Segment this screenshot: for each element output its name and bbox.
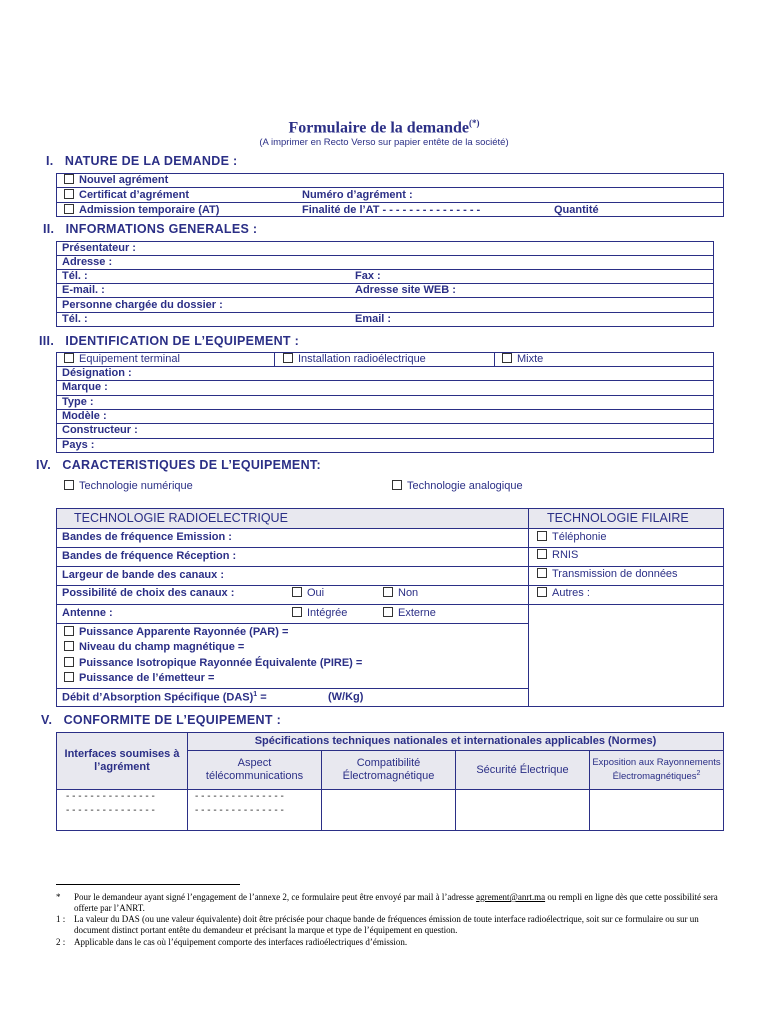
footnote-0-text-b: ou rempli en ligne dès que cette possibilité sera offerte par l’ANRT. bbox=[74, 892, 718, 913]
section-5-heading bbox=[41, 713, 281, 727]
field-email-2[interactable]: Email : bbox=[355, 313, 392, 325]
field-email[interactable]: E-mail. : bbox=[62, 284, 105, 296]
section-3-number: III. bbox=[39, 334, 55, 348]
option-externe[interactable] bbox=[383, 607, 436, 619]
label-quantite: Quantité bbox=[554, 204, 599, 216]
field-adresse[interactable]: Adresse : bbox=[62, 256, 113, 268]
section-2-number: II. bbox=[43, 222, 55, 236]
footnote-2: Applicable dans le cas où l’équipement comporte des interfaces radioélectriques d’émission. bbox=[74, 937, 408, 947]
checkbox-champ-magnetique[interactable] bbox=[64, 641, 74, 651]
option-telephonie[interactable] bbox=[537, 531, 606, 543]
checkbox-mixte[interactable] bbox=[502, 353, 512, 363]
dash-line-1a[interactable]: - - - - - - - - - - - - - - - bbox=[66, 791, 155, 802]
page-subtitle: (A imprimer en Recto Verso sur papier entête de la société) bbox=[259, 137, 509, 148]
header-aspect-telecom: Aspect télécommunications bbox=[205, 757, 304, 782]
option-rnis[interactable] bbox=[537, 549, 578, 561]
filaire-header: TECHNOLOGIE FILAIRE bbox=[547, 511, 689, 525]
label-nouvel-agrement: Nouvel agrément bbox=[79, 174, 169, 186]
field-fax[interactable]: Fax : bbox=[355, 270, 381, 282]
label-tech-analogique: Technologie analogique bbox=[407, 480, 523, 492]
option-equipement-terminal[interactable] bbox=[64, 353, 180, 365]
checkbox-pire[interactable] bbox=[64, 657, 74, 667]
section-4-heading bbox=[36, 458, 321, 472]
option-non[interactable] bbox=[383, 587, 418, 599]
label-pire: Puissance Isotropique Rayonnée Équivalente (PIRE) = bbox=[79, 657, 363, 669]
label-equipement-terminal: Equipement terminal bbox=[79, 353, 180, 365]
page-title bbox=[0, 118, 768, 137]
nature-row-at[interactable] bbox=[64, 204, 219, 216]
header-specifications: Spécifications techniques nationales et internationales applicables (Normes) bbox=[254, 735, 657, 747]
das-footnote-mark: 1 bbox=[253, 691, 258, 698]
checkbox-transmission-donnees[interactable] bbox=[537, 568, 547, 578]
label-das: Débit d’Absorption Spécifique (DAS) bbox=[62, 691, 254, 704]
section-4-number: IV. bbox=[36, 458, 52, 472]
footnote-0-mark: * bbox=[56, 892, 61, 902]
checkbox-nouvel-agrement[interactable] bbox=[64, 174, 74, 184]
option-tech-analogique[interactable] bbox=[392, 480, 523, 492]
label-rnis: RNIS bbox=[552, 549, 579, 561]
section-4-title: CARACTERISTIQUES DE L’EQUIPEMENT: bbox=[62, 458, 321, 472]
label-integree: Intégrée bbox=[307, 607, 348, 619]
field-presentateur[interactable]: Présentateur : bbox=[62, 242, 136, 254]
section-2-heading bbox=[43, 222, 257, 236]
checkbox-equipement-terminal[interactable] bbox=[64, 353, 74, 363]
field-antenne: Antenne : bbox=[62, 607, 113, 619]
checkbox-admission-temporaire[interactable] bbox=[64, 204, 74, 214]
label-finalite-at: Finalité de l’AT - - - - - - - - - - - - - - - bbox=[302, 204, 481, 216]
section-5-title: CONFORMITE DE L’EQUIPEMENT : bbox=[63, 713, 282, 727]
option-autres[interactable] bbox=[537, 587, 590, 599]
header-compatibilite-em: Compatibilité Électromagnétique bbox=[342, 757, 435, 782]
radio-header: TECHNOLOGIE RADIOELECTRIQUE bbox=[74, 511, 288, 525]
header-exposition bbox=[590, 751, 723, 789]
dash-line-1b[interactable]: - - - - - - - - - - - - - - - bbox=[66, 805, 155, 816]
dash-line-2a[interactable]: - - - - - - - - - - - - - - - bbox=[195, 791, 284, 802]
footnote-0-text-a: Pour le demandeur ayant signé l’engagement de l’annexe 2, ce formulaire peut être envoyé par mail à l’adresse bbox=[74, 892, 477, 902]
label-mixte: Mixte bbox=[517, 353, 544, 365]
label-telephonie: Téléphonie bbox=[552, 531, 607, 543]
label-tech-numerique: Technologie numérique bbox=[79, 480, 193, 492]
section-5-number: V. bbox=[41, 713, 53, 727]
label-admission-temporaire: Admission temporaire (AT) bbox=[79, 204, 220, 216]
field-constructeur[interactable]: Constructeur : bbox=[62, 424, 138, 436]
checkbox-tech-numerique[interactable] bbox=[64, 480, 74, 490]
footnote-0 bbox=[74, 892, 724, 914]
option-mixte[interactable] bbox=[502, 353, 543, 365]
checkbox-oui[interactable] bbox=[292, 587, 302, 597]
checkbox-installation-radio[interactable] bbox=[283, 353, 293, 363]
checkbox-certificat[interactable] bbox=[64, 189, 74, 199]
field-largeur-bande[interactable]: Largeur de bande des canaux : bbox=[62, 569, 224, 581]
field-choix-canaux: Possibilité de choix des canaux : bbox=[62, 587, 235, 599]
field-type[interactable]: Type : bbox=[62, 396, 94, 408]
label-par: Puissance Apparente Rayonnée (PAR) = bbox=[79, 626, 289, 638]
header-securite-electrique: Sécurité Électrique bbox=[476, 763, 569, 776]
field-designation[interactable]: Désignation : bbox=[62, 367, 132, 379]
field-tel-2[interactable]: Tél. : bbox=[62, 313, 88, 325]
footnote-separator bbox=[56, 884, 240, 885]
checkbox-tech-analogique[interactable] bbox=[392, 480, 402, 490]
title-mark: (*) bbox=[469, 118, 480, 128]
field-site-web[interactable]: Adresse site WEB : bbox=[355, 284, 456, 296]
das-equals: = bbox=[257, 691, 267, 704]
option-integree[interactable] bbox=[292, 607, 347, 619]
section-1-title: NATURE DE LA DEMANDE : bbox=[64, 154, 238, 168]
nature-row-new[interactable] bbox=[64, 174, 168, 186]
label-non: Non bbox=[398, 587, 419, 599]
nature-row-cert[interactable] bbox=[64, 189, 189, 201]
label-certificat: Certificat d’agrément bbox=[79, 189, 190, 201]
checkbox-telephonie[interactable] bbox=[537, 531, 547, 541]
section-1-heading bbox=[46, 154, 237, 168]
option-tech-numerique[interactable] bbox=[64, 480, 193, 492]
option-champ-magnetique[interactable] bbox=[64, 641, 244, 653]
checkbox-rnis[interactable] bbox=[537, 549, 547, 559]
checkbox-integree[interactable] bbox=[292, 607, 302, 617]
field-bandes-emission[interactable]: Bandes de fréquence Emission : bbox=[62, 531, 232, 543]
footnote-2-mark: 2 : bbox=[56, 937, 66, 947]
checkbox-non[interactable] bbox=[383, 587, 393, 597]
field-marque[interactable]: Marque : bbox=[62, 381, 108, 393]
label-champ-magnetique: Niveau du champ magnétique = bbox=[79, 641, 245, 653]
field-bandes-reception[interactable]: Bandes de fréquence Réception : bbox=[62, 550, 237, 562]
dash-line-2b[interactable]: - - - - - - - - - - - - - - - bbox=[195, 805, 284, 816]
label-oui: Oui bbox=[307, 587, 325, 599]
label-installation-radio: Installation radioélectrique bbox=[298, 353, 426, 365]
option-transmission-donnees[interactable] bbox=[537, 568, 678, 580]
field-modele[interactable]: Modèle : bbox=[62, 410, 107, 422]
label-transmission-donnees: Transmission de données bbox=[552, 568, 678, 580]
checkbox-autres[interactable] bbox=[537, 587, 547, 597]
section-1-number: I. bbox=[46, 154, 54, 168]
exposition-footnote-mark: 2 bbox=[696, 770, 701, 778]
label-externe: Externe bbox=[398, 607, 436, 619]
footnote-email-link[interactable]: agrement@anrt.ma bbox=[476, 892, 546, 902]
option-oui[interactable] bbox=[292, 587, 324, 599]
field-das[interactable] bbox=[62, 691, 267, 704]
checkbox-externe[interactable] bbox=[383, 607, 393, 617]
checkbox-puissance-emetteur[interactable] bbox=[64, 672, 74, 682]
field-personne-chargee[interactable]: Personne chargée du dossier : bbox=[62, 299, 223, 311]
section-3-title: IDENTIFICATION DE L’EQUIPEMENT : bbox=[65, 334, 300, 348]
das-unit: (W/Kg) bbox=[328, 691, 364, 703]
field-tel[interactable]: Tél. : bbox=[62, 270, 88, 282]
label-puissance-emetteur: Puissance de l’émetteur = bbox=[79, 672, 215, 684]
field-pays[interactable]: Pays : bbox=[62, 439, 95, 451]
option-pire[interactable] bbox=[64, 657, 362, 669]
checkbox-par[interactable] bbox=[64, 626, 74, 636]
label-exposition: Exposition aux Rayonnements Électromagnétiques bbox=[592, 757, 721, 783]
section-3-heading bbox=[39, 334, 299, 348]
footnote-1: La valeur du DAS (ou une valeur équivalente) doit être précisée pour chaque bande de fréquences émission de toute interface radioélectrique, soit sur ce formulaire ou sur un document distinct portant entête du demandeur et précisant la marque et type de l’équipement en question. bbox=[74, 914, 699, 935]
header-interfaces: Interfaces soumises à l’agrément bbox=[64, 748, 180, 773]
label-numero-agrement: Numéro d’agrément : bbox=[302, 189, 413, 201]
label-autres: Autres : bbox=[552, 587, 590, 599]
section-2-title: INFORMATIONS GENERALES : bbox=[65, 222, 258, 236]
option-par[interactable] bbox=[64, 626, 288, 638]
footnote-1-mark: 1 : bbox=[56, 914, 66, 924]
option-installation-radio[interactable] bbox=[283, 353, 426, 365]
option-puissance-emetteur[interactable] bbox=[64, 672, 214, 684]
title-text: Formulaire de la demande bbox=[288, 119, 470, 137]
